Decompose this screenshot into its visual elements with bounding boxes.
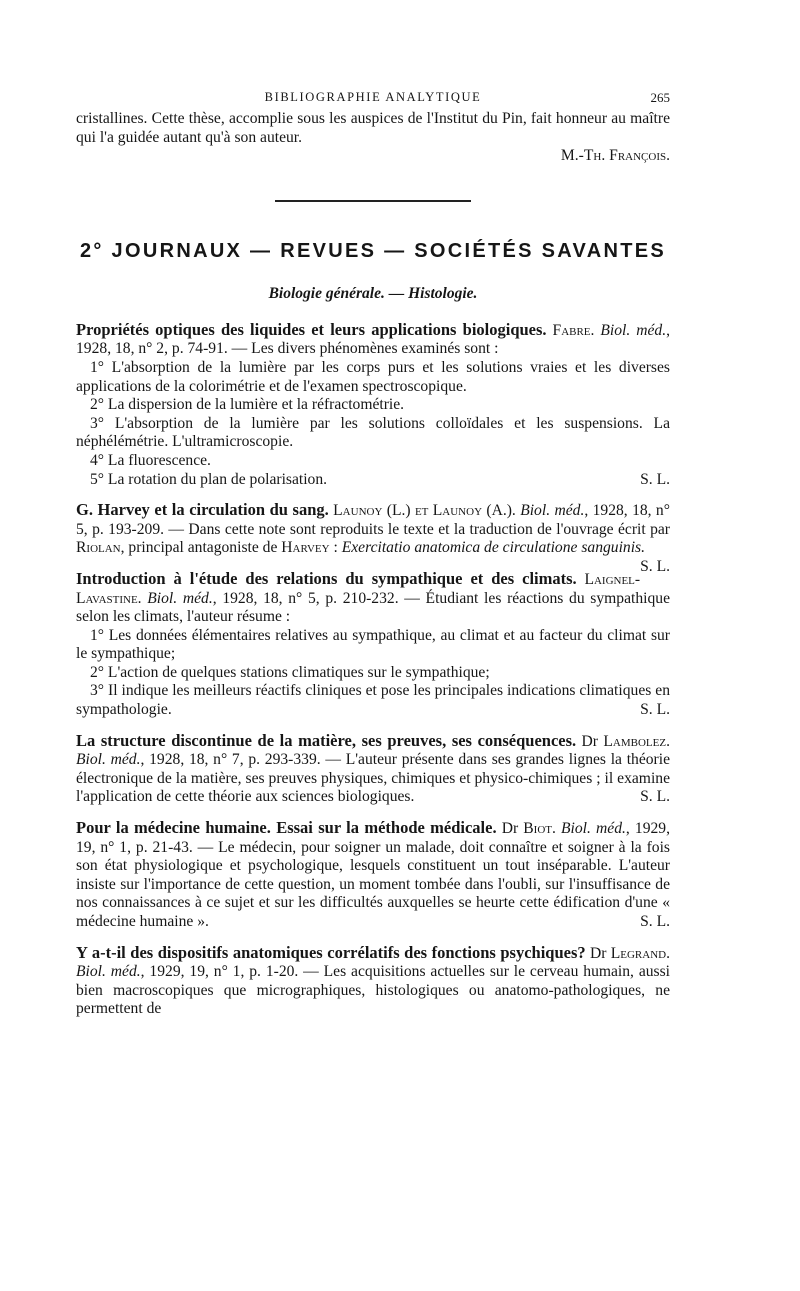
page-number: 265 <box>650 90 670 105</box>
entry-reference: , 1928, 18, n° 2, p. 74-91. — Les divers phénomènes examinés sont : <box>76 321 671 358</box>
entry-journal: Biol. méd. <box>520 502 585 520</box>
bibliography-entry <box>76 944 670 1019</box>
entry-body: Pour la médecine humaine. Essai sur la méthode médicale. Dr Biot. Biol. méd., 1929, 19, n° 1, p. 21-43. — Le médecin, pour soigner un malade, doit connaître et soigner à la fois son état physiologique et psychologique, lesquels constituent un tout inséparable. L'auteur insiste sur l'importance de cette question, un moment tombée dans l'oubli, sur l'insuffisance de nos connaissances à ce sujet et sur les difficultés auxquelles se heurte cette édification d'une « médecine humaine ». S. L. <box>76 818 670 930</box>
bibliography-entry <box>76 819 670 932</box>
entry-ref-name: Harvey <box>281 539 330 557</box>
entry-signature: S. L. <box>640 913 670 930</box>
entry-signature: S. L. <box>640 788 670 806</box>
entry-title: Introduction à l'étude des relations du sympathique et des climats. <box>76 568 577 588</box>
entry-author: Biot. <box>523 820 556 838</box>
entry-title: G. Harvey et la circulation du sang. <box>76 500 329 520</box>
entry-signature: S. L. <box>640 701 670 719</box>
entry-author: Laignel-Lavastine. <box>76 570 641 607</box>
intro-paragraph: cristallines. Cette thèse, accomplie sous les auspices de l'Institut du Pin, fait honneur au maître qui l'a guidée autant qu'à son auteur. <box>76 110 670 146</box>
entry-item: 4° La fluorescence. <box>90 451 211 469</box>
running-title: BIBLIOGRAPHIE ANALYTIQUE <box>264 90 482 104</box>
entry-journal: Biol. méd. <box>561 820 626 838</box>
entry-item: 2° La dispersion de la lumière et la réfractométrie. <box>90 396 405 414</box>
entry-signature: S. L. <box>640 557 670 575</box>
entry-signature: S. L. <box>640 470 670 488</box>
entry-journal: Biol. méd. <box>600 321 667 339</box>
entry-title: Propriétés optiques des liquides et leurs applications biologiques. <box>76 319 547 339</box>
document-page <box>76 88 670 1019</box>
section-title: 2° JOURNAUX — REVUES — SOCIÉTÉS SAVANTES <box>79 239 666 262</box>
entry-author: Legrand. <box>610 944 670 962</box>
entry-item-last: 5° La rotation du plan de polarisation. S. L. <box>90 470 670 488</box>
entry-item-last: 3° Il indique les meilleurs réactifs cliniques et pose les principales indications climatiques en sympathologie. S. L. <box>76 682 670 719</box>
entry-ref-name: Riolan <box>76 539 121 557</box>
entry-title: La structure discontinue de la matière, ses preuves, ses conséquences. <box>76 730 577 750</box>
entry-author: Fabre. <box>552 321 595 339</box>
entry-body: La structure discontinue de la matière, ses preuves, ses conséquences. Dr Lambolez. Biol. méd., 1928, 18, n° 7, p. 293-339. — L'auteur présente dans ses grandes lignes la théorie électronique de la matière, ses preuves physiques, chimiques et physico-chimiques ; il examine l'application de cette théorie aux sciences biologiques. S. L. <box>76 730 670 806</box>
entry-journal: Biol. méd. <box>76 751 141 769</box>
entry-title: Pour la médecine humaine. Essai sur la méthode médicale. <box>76 818 497 838</box>
entry-work-title: Exercitatio anatomica de circulatione sanguinis. <box>341 539 646 557</box>
entry-body: Y a-t-il des dispositifs anatomiques corrélatifs des fonctions psychiques? Dr Legrand. Biol. méd., 1929, 19, n° 1, p. 1-20. — Les acquisitions actuelles sur le cerveau humain, aussi bien macroscopiques que micrographiques, histologiques ou anatomo-pathologiques, ne permettent de <box>76 942 671 1018</box>
entry-author: Launoy (L.) et Launoy (A.). <box>333 502 516 520</box>
entry-reference: , 1928, 18, n° 7, p. 293-339. — L'auteur présente dans ses grandes lignes la théorie électronique de la matière, ses preuves physiques, chimiques et physico-chimiques ; il examine l'application de cette théorie aux sciences biologiques. <box>76 751 670 806</box>
entry-reference: , 1928, 18, n° 5, p. 210-232. — Étudiant les réactions du sympathique selon les climats, l'auteur résume : <box>76 589 670 626</box>
section-subtitle: Biologie générale. — Histologie. <box>268 284 478 302</box>
bibliography-entry <box>76 321 670 489</box>
entry-body: G. Harvey et la circulation du sang. Launoy (L.) et Launoy (A.). Biol. méd., 1928, 18, n° 5, p. 193-209. — Dans cette note sont reproduits le texte et la traduction de l'ouvrage écrit par Riolan, principal antagoniste de Harvey : Exercitatio anatomica de circulatione sanguinis. S. L. <box>76 500 670 575</box>
intro-signature: M.-Th. François. <box>560 147 670 165</box>
entry-journal: Biol. méd. <box>147 589 213 607</box>
entry-author: Lambolez. <box>603 732 670 750</box>
entry-body <box>76 321 670 359</box>
running-header <box>76 88 670 110</box>
entry-item: 3° L'absorption de la lumière par les solutions colloïdales et les suspensions. La néphélémétrie. L'ultramicroscopie. <box>76 414 670 451</box>
entry-item: 1° L'absorption de la lumière par les corps purs et les solutions vraies et les diverses applications de la colorimétrie et de l'examen spectroscopique. <box>76 358 670 395</box>
bibliography-entry <box>76 570 670 720</box>
entry-title: Y a-t-il des dispositifs anatomiques corrélatifs des fonctions psychiques? <box>76 942 586 962</box>
bibliography-entry <box>76 732 670 807</box>
entry-reference: , 1928, 18, n° 5, p. 193-209. — Dans cette note sont reproduits le texte et la traduction de l'ouvrage écrit par <box>76 502 670 538</box>
entry-journal: Biol. méd. <box>76 963 141 981</box>
entry-item: 1° Les données élémentaires relatives au sympathique, au climat et au facteur du climat sur le sympathique; <box>76 626 670 663</box>
entry-reference: , 1929, 19, n° 1, p. 21-43. — Le médecin, pour soigner un malade, doit connaître et soigner à la fois son état physiologique et psychologique, lesquels constituent un tout inséparable. L'auteur insiste sur l'importance de cette question, un moment tombée dans l'oubli, sur l'insuffisance de nos connaissances à ce sujet et sur les difficultés auxquelles se heurte cette édification d'une « médecine humaine ». <box>76 820 670 930</box>
bibliography-entry <box>76 500 670 575</box>
entry-item: 2° L'action de quelques stations climatiques sur le sympathique; <box>90 663 490 681</box>
section-divider <box>275 200 471 202</box>
entry-reference: , 1929, 19, n° 1, p. 1-20. — Les acquisitions actuelles sur le cerveau humain, aussi bien macroscopiques que micrographiques, histologiques ou anatomo-pathologiques, ne permettent de <box>76 963 671 1018</box>
entry-body <box>76 570 670 627</box>
